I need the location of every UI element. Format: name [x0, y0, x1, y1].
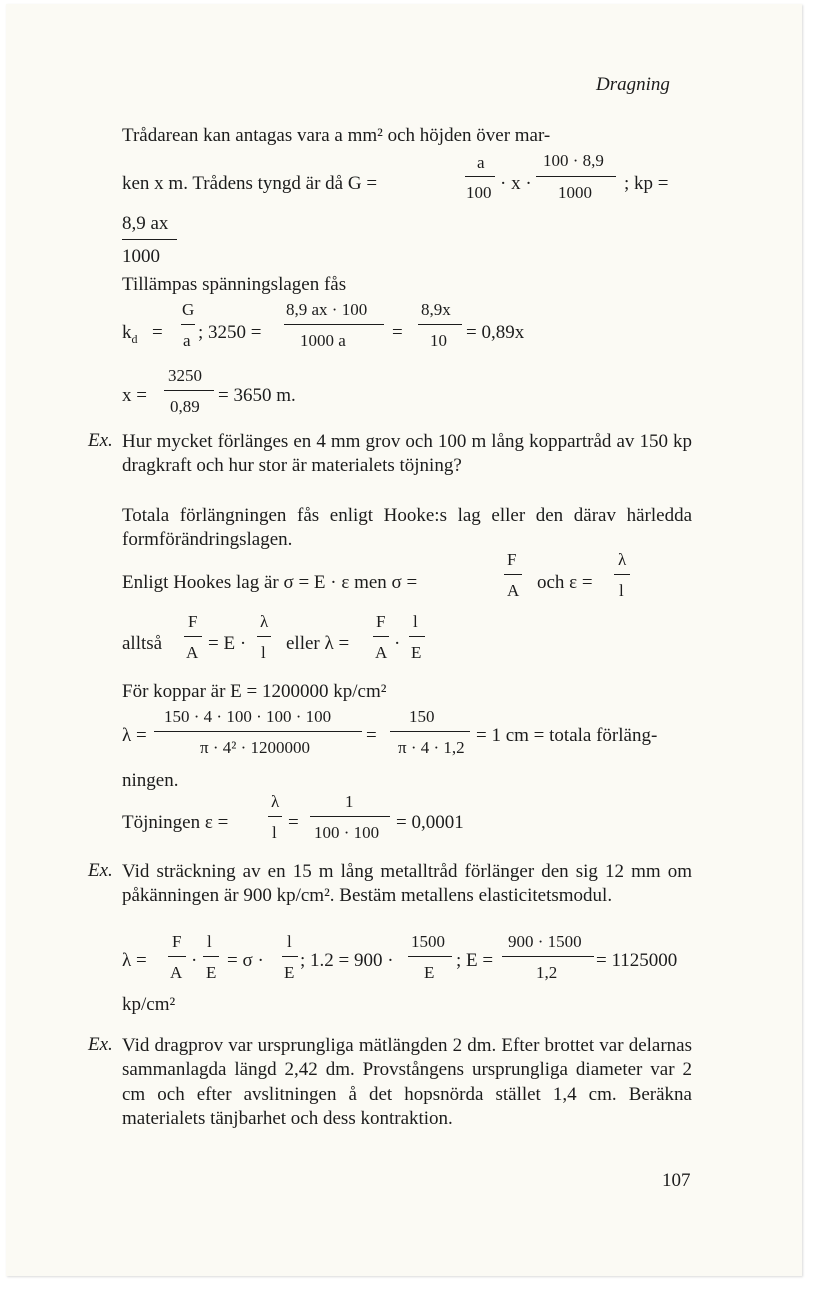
- fraction-bar: [184, 636, 202, 637]
- math-result: = 1125000: [596, 950, 678, 971]
- fraction-denominator: E: [411, 643, 422, 662]
- fraction-denominator: A: [507, 581, 520, 600]
- fraction-bar: [257, 636, 271, 637]
- fraction-numerator: F: [188, 612, 198, 631]
- fraction-numerator: a: [477, 153, 485, 172]
- math-text: ; 3250 =: [198, 322, 262, 343]
- fraction-denominator: 10: [430, 331, 447, 350]
- math-result: = 0,89x: [466, 322, 525, 343]
- example-label: Ex.: [88, 430, 113, 451]
- fraction-denominator: π · 4² · 1200000: [200, 738, 311, 757]
- math-operator: =: [288, 812, 299, 833]
- math-operator: = E ·: [208, 633, 247, 654]
- fraction-denominator: π · 4 · 1,2: [398, 738, 465, 757]
- text-line: ken x m. Trådens tyngd är då G =: [122, 173, 378, 194]
- math-text: och ε =: [537, 572, 593, 593]
- fraction-numerator: 1500: [411, 932, 445, 951]
- fraction-denominator: 0,89: [170, 397, 200, 416]
- example-question: Vid sträckning av en 15 m lång metalltråd förlänger den sig 12 mm om påkänningen är 900 kp/cm². Bestäm metallens elasticitetsmodul.: [122, 861, 692, 907]
- fraction-numerator: λ: [271, 792, 280, 811]
- fraction-bar: [168, 956, 186, 957]
- paragraph: Totala förlängningen fås enligt Hooke:s lag eller den därav härledda formförändringslagen.: [122, 505, 692, 551]
- fraction-bar: [465, 176, 495, 177]
- fraction-bar: [181, 324, 195, 325]
- fraction-numerator: 900 · 1500: [508, 932, 582, 951]
- text-line: För koppar är E = 1200000 kp/cm²: [122, 681, 387, 702]
- fraction-numerator: 3250: [168, 366, 202, 385]
- fraction-bar: [408, 956, 452, 957]
- fraction-numerator: F: [507, 550, 517, 569]
- text-line: alltså: [122, 633, 163, 654]
- text-line: Töjningen ε =: [122, 812, 229, 833]
- math-result: = 3650 m.: [218, 385, 296, 406]
- fraction-numerator: l: [413, 612, 418, 631]
- fraction-denominator: l: [272, 823, 277, 842]
- math-text: ; kp =: [624, 173, 669, 194]
- math-operator: =: [392, 322, 403, 343]
- fraction-bar: [390, 731, 470, 732]
- fraction-denominator: 1000: [122, 246, 160, 267]
- fraction-denominator: A: [186, 643, 199, 662]
- fraction-bar: [154, 731, 362, 732]
- fraction-bar: [502, 956, 594, 957]
- math-symbol: $k_d$: [122, 322, 138, 346]
- fraction-numerator: F: [376, 612, 386, 631]
- math-result: = 1 cm = totala förläng-: [476, 725, 658, 746]
- running-header: Dragning: [596, 74, 670, 95]
- fraction-numerator: λ: [618, 550, 627, 569]
- fraction-numerator: l: [287, 932, 292, 951]
- fraction-bar: [164, 390, 214, 391]
- fraction-denominator: 1000 a: [300, 331, 346, 350]
- example-label: Ex.: [88, 860, 113, 881]
- text-line: Tillämpas spänningslagen fås: [122, 274, 347, 295]
- fraction-bar: [268, 816, 282, 817]
- math-symbol: λ =: [122, 950, 147, 971]
- fraction-denominator: 1,2: [536, 963, 558, 982]
- fraction-numerator: 8,9 ax · 100: [286, 300, 368, 319]
- math-operator: ·: [394, 633, 401, 654]
- fraction-bar: [536, 176, 616, 177]
- fraction-bar: [504, 574, 522, 575]
- fraction-numerator: 1: [345, 792, 354, 811]
- fraction-numerator: 150: [409, 707, 435, 726]
- math-operator: =: [152, 322, 163, 343]
- fraction-bar: [373, 636, 389, 637]
- fraction-numerator: 150 · 4 · 100 · 100 · 100: [164, 707, 332, 726]
- fraction-denominator: A: [375, 643, 388, 662]
- fraction-denominator: E: [424, 963, 435, 982]
- fraction-denominator: a: [183, 331, 191, 350]
- fraction-numerator: F: [172, 932, 182, 951]
- fraction-numerator: G: [182, 300, 195, 319]
- fraction-numerator: l: [207, 932, 212, 951]
- text-line: Enligt Hookes lag är σ = E · ε men σ =: [122, 572, 418, 593]
- math-symbol: x =: [122, 385, 147, 406]
- math-symbol: λ =: [122, 725, 147, 746]
- text-line: Trådarean kan antagas vara a mm² och höjden över mar-: [122, 125, 551, 146]
- fraction-bar: [203, 956, 219, 957]
- math-operator: · x ·: [500, 173, 532, 194]
- fraction-denominator: E: [284, 963, 295, 982]
- fraction-numerator: 100 · 8,9: [543, 151, 604, 170]
- fraction-numerator: 8,9 ax: [122, 213, 169, 234]
- math-operator: ·: [191, 950, 198, 971]
- fraction-denominator: 1000: [558, 183, 592, 202]
- math-text: ; 1.2 = 900 ·: [300, 950, 394, 971]
- text-line: kp/cm²: [122, 994, 176, 1015]
- fraction-bar: [614, 574, 630, 575]
- fraction-denominator: 100 · 100: [314, 823, 380, 842]
- text-line: ningen.: [122, 770, 179, 791]
- example-question: Hur mycket förlänges en 4 mm grov och 100 m lång koppartråd av 150 kp dragkraft och hur stor är materialets töjning?: [122, 431, 692, 477]
- math-operator: = σ ·: [227, 950, 264, 971]
- example-label: Ex.: [88, 1034, 113, 1055]
- fraction-bar: [310, 816, 390, 817]
- fraction-bar: [409, 636, 425, 637]
- fraction-bar: [284, 324, 384, 325]
- fraction-bar: [418, 324, 462, 325]
- page-number: 107: [662, 1170, 691, 1191]
- fraction-denominator: l: [619, 581, 624, 600]
- math-result: = 0,0001: [396, 812, 464, 833]
- fraction-denominator: E: [206, 963, 217, 982]
- math-text: ; E =: [456, 950, 494, 971]
- fraction-denominator: l: [261, 643, 266, 662]
- fraction-denominator: A: [170, 963, 183, 982]
- fraction-numerator: 8,9x: [421, 300, 451, 319]
- math-operator: =: [366, 725, 377, 746]
- example-question: Vid dragprov var ursprungliga mätlängden 2 dm. Efter brottet var delarnas sammanlagda längd 2,42 dm. Provstångens ursprungliga diameter var 2 cm och efter avslitningen å det hopsnörda stället 1,4 cm. Beräkna materialets tänjbarhet och dess kontraktion.: [122, 1035, 692, 1130]
- fraction-denominator: 100: [466, 183, 492, 202]
- math-text: eller λ =: [286, 633, 350, 654]
- fraction-bar: [282, 956, 298, 957]
- fraction-bar: [122, 239, 177, 240]
- fraction-numerator: λ: [260, 612, 269, 631]
